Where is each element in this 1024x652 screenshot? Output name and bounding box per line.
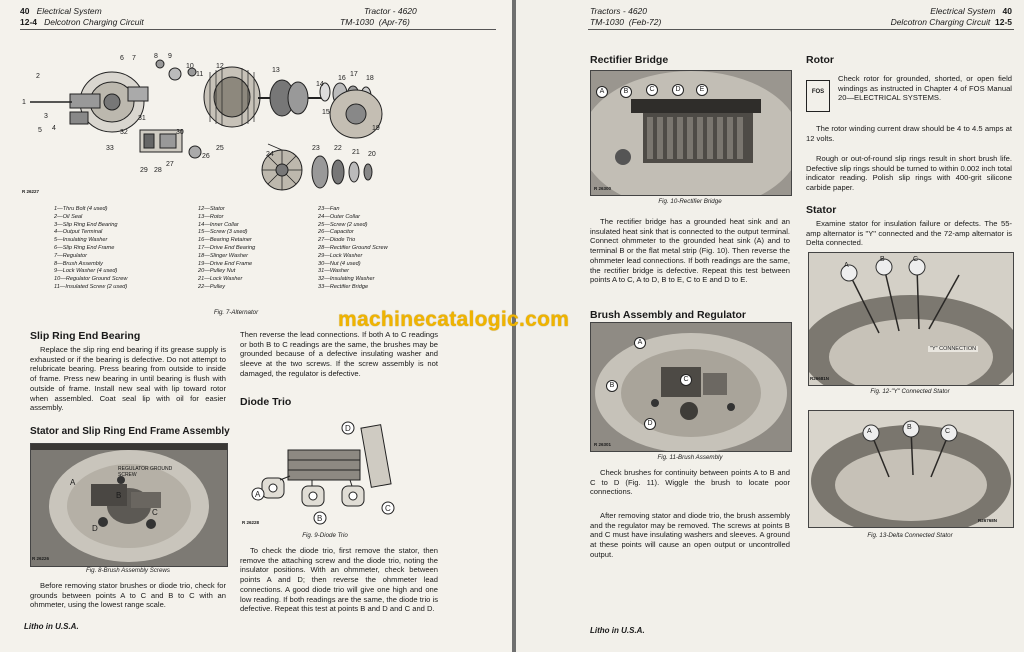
callout: 24 (266, 151, 274, 158)
fig8-label: REGULATOR GROUND SCREW (118, 466, 173, 478)
fig13-callout-c: C (945, 428, 951, 435)
legend-item: 3—Slip Ring End Bearing (54, 221, 118, 228)
brush-assembly-regulator-photo (591, 323, 791, 451)
stator-frame-heading: Stator and Slip Ring End Frame Assembly (30, 426, 230, 437)
legend-item: 33—Rectifier Bridge (318, 283, 369, 290)
fig12-callout-c: C (913, 256, 919, 263)
reverse-leads-text: Then reverse the lead connections. If both A to C readings or both B to C readings are the same, the brushes may be grounded because of a defective insulating washer and sleeve at the two screws. If the screw assembly is not damaged, the regulator is defective. (240, 330, 438, 378)
fig9-image-tag: R 26228 (242, 520, 260, 525)
left-header-manual: TM-1030 (Apr-76) (340, 17, 410, 27)
legend-item: 4—Output Terminal (54, 229, 103, 236)
callout: 28 (154, 167, 162, 174)
rectifier-text: The rectifier bridge has a grounded heat sink and an insulated heat sink that is connected to the output terminal. Connect ohmmeter to the grounded heat sink (A) and to terminal B or the flat metal strip (Fig. 10). Then reverse the ohmmeter lead connections. If both readings are the same, the rectifier bridge is defective. Repeat this test between points A to C, A to D, B to E, C to E and D to E. (590, 217, 790, 285)
fos-icon-label: FOS (811, 89, 825, 95)
fig13-image-tag: R26768N (978, 518, 998, 523)
right-header-date: (Feb-72) (628, 17, 662, 27)
right-header-page: Delcotron Charging Circuit 12-5 (890, 17, 1012, 27)
right-header-manual: TM-1030 (Feb-72) (590, 17, 662, 27)
legend-item: 8—Brush Assembly (54, 260, 103, 267)
callout: 29 (140, 167, 148, 174)
fig10-callout-b: B (620, 86, 632, 98)
callout: 12 (216, 63, 224, 70)
before-removing-text: Before removing stator brushes or diode trio, check for grounds between points A to C and B to C with an ohmmeter, using the lowest range scale. (30, 581, 226, 610)
callout: 5 (38, 127, 42, 134)
legend-item: 30—Nut (4 used) (318, 260, 361, 267)
rectifier-heading: Rectifier Bridge (590, 54, 669, 66)
right-header-section: Electrical System 40 (930, 6, 1012, 16)
legend-item: 2—Oil Seal (54, 213, 83, 220)
legend-item: 32—Insulating Washer (318, 276, 375, 283)
fig8-callout-c: C (152, 508, 158, 517)
legend-item: 17—Drive End Bearing (198, 244, 256, 251)
callout: 10 (186, 63, 194, 70)
callout: 16 (338, 75, 346, 82)
fig11-image-tag: R 26301 (594, 442, 612, 447)
fig10-caption: Fig. 10-Rectifier Bridge (658, 198, 722, 205)
fig7-legend-col2 (198, 206, 255, 292)
brush-assembly-photo (31, 444, 227, 566)
diode-trio-diagram (240, 416, 410, 528)
fig10-callout-a: A (596, 86, 608, 98)
callout: 18 (366, 75, 374, 82)
diode-trio-text: To check the diode trio, first remove the stator, then remove the attaching screw and the diode trio, noting the insulator positions. With an ohmmeter, check between points A and D; then reverse the ohmmeter lead connections. A good diode trio will give one high and one low reading. If both readings are the same, the diode trio is defective. Repeat this test at points B and D and C and D. (240, 546, 438, 614)
callout: 11 (196, 71, 204, 78)
callout: 3 (44, 113, 48, 120)
brush-text-1: Check brushes for continuity between points A to B and C to D (Fig. 11). Wiggle the brush to locate poor connections. (590, 468, 790, 497)
brush-heading: Brush Assembly and Regulator (590, 309, 746, 321)
legend-item: 19—Drive End Frame (198, 260, 253, 267)
watermark-text: machinecatalogic.com (338, 308, 570, 331)
right-header-model: Tractors - 4620 (590, 6, 648, 16)
callout: 25 (216, 145, 224, 152)
right-page (516, 0, 1024, 652)
fig12-image-tag: R26681N (810, 376, 830, 381)
callout: 26 (202, 153, 210, 160)
fig10-image-tag: R 26300 (594, 186, 612, 191)
right-footer: Litho in U.S.A. (590, 626, 645, 635)
stator-text: Examine stator for insulation failure or defects. The 55-amp alternator is "Y" connected and the 72-amp alternator is Delta connected. (806, 219, 1012, 248)
slip-ring-text: Replace the slip ring end bearing if its grease supply is exhausted or if the bearing is defective. Do not attempt to relubricate bearing. Press bearing from outside to inside of frame. Press new bearing in until bearing is flush with outside of frame. Install new seal with lip toward rotor when assembled. Coat seal lip with oil for easier assembly. (30, 345, 226, 413)
callout: B (317, 514, 323, 523)
callout: 20 (368, 151, 376, 158)
callout: 9 (168, 53, 172, 60)
fig11-caption: Fig. 11-Brush Assembly (657, 454, 723, 461)
legend-item: 24—Outer Collar (318, 213, 360, 220)
fig7-caption: Fig. 7-Alternator (213, 309, 259, 316)
y-connected-stator-photo (809, 253, 1013, 385)
callout: 6 (120, 55, 124, 62)
callout: A (255, 490, 261, 499)
fig7-legend-col1 (54, 206, 127, 292)
legend-item: 29—Lock Washer (318, 252, 363, 259)
fig11-callout-a: A (634, 337, 646, 349)
legend-item: 15—Screw (3 used) (198, 229, 248, 236)
brush-text-2: After removing stator and diode trio, the brush assembly and the regulator may be removed. The screws at points B and C must have insulating washers and sleeves. A ground at these points will cause an open output or uncontrolled output. (590, 511, 790, 559)
legend-item: 26—Capacitor (318, 229, 354, 236)
rotor-text-2: The rotor winding current draw should be 4 to 4.5 amps at 12 volts. (806, 124, 1012, 143)
legend-item: 25—Screw (2 used) (318, 221, 368, 228)
legend-item: 11—Insulated Screw (2 used) (54, 283, 128, 290)
callout: 13 (272, 67, 280, 74)
callout: 21 (352, 149, 360, 156)
legend-item: 12—Stator (198, 206, 225, 212)
legend-item: 28—Rectifier Ground Screw (318, 244, 388, 251)
legend-item: 21—Lock Washer (198, 276, 243, 283)
legend-item: 9—Lock Washer (4 used) (54, 268, 118, 275)
callout: 8 (154, 53, 158, 60)
fig10-callout-c: C (646, 84, 658, 96)
fig10-callout-e: E (696, 84, 708, 96)
fig11-callout-b: B (606, 380, 618, 392)
callout: 2 (36, 73, 40, 80)
callout: 1 (22, 99, 26, 106)
legend-item: 13—Rotor (198, 213, 224, 220)
legend-item: 10—Regulator Ground Screw (54, 276, 128, 283)
rotor-text-3: Rough or out-of-round slip rings result in short brush life. Defective slip rings should be turned to within 0.002 inch total indicator reading. Polish slip rings with 400-grit silicone carbide paper. (806, 154, 1012, 193)
rotor-text-1: Check rotor for grounded, shorted, or open field windings as instructed in Chapter 4 of FOS Manual 20—ELECTRICAL SYSTEMS. (838, 74, 1012, 103)
callout: 33 (106, 145, 114, 152)
legend-item: 31—Washer (318, 268, 349, 275)
left-footer: Litho in U.S.A. (24, 622, 79, 631)
callout: 22 (334, 145, 342, 152)
legend-item: 16—Bearing Retainer (198, 237, 252, 244)
fig11-callout-d: D (644, 418, 656, 430)
callout: C (385, 504, 391, 513)
callout: 14 (316, 81, 324, 88)
legend-item: 1—Thru Bolt (4 used) (54, 206, 108, 212)
legend-item: 6—Slip Ring End Frame (54, 244, 115, 251)
legend-item: 7—Regulator (54, 252, 87, 259)
left-header-section: 40 Electrical System (20, 6, 102, 16)
callout: D (345, 424, 351, 433)
left-header-date: (Apr-76) (378, 17, 410, 27)
fig8-image-tag: R 26226 (32, 556, 50, 561)
fig12-callout-b: B (880, 256, 885, 263)
fig8-caption: Fig. 8-Brush Assembly Screws (85, 567, 170, 574)
left-header-page: 12-4 Delcotron Charging Circuit (20, 17, 144, 27)
left-header-rule (20, 29, 496, 30)
fig11-callout-c: C (680, 374, 692, 386)
callout: 7 (132, 55, 136, 62)
left-header-model: Tractor - 4620 (364, 6, 417, 16)
fig13-callout-a: A (867, 428, 872, 435)
fig8-photo (30, 443, 228, 567)
callout: 27 (166, 161, 174, 168)
fig12-photo (808, 252, 1014, 386)
fig13-callout-b: B (907, 424, 912, 431)
callout: 17 (350, 71, 358, 78)
callout: 30 (176, 129, 184, 136)
rotor-heading: Rotor (806, 54, 834, 66)
fig7-legend-col3 (318, 206, 388, 292)
diode-trio-heading: Diode Trio (240, 396, 292, 408)
callout: 15 (322, 109, 330, 116)
callout: 4 (52, 125, 56, 132)
legend-item: 23—Fan (318, 206, 340, 212)
legend-item: 18—Slinger Washer (198, 252, 248, 259)
right-header-rule (588, 29, 1014, 30)
fig12-caption: Fig. 12-"Y" Connected Stator (870, 388, 950, 395)
alternator-exploded-diagram (20, 52, 400, 202)
fig9-caption: Fig. 9-Diode Trio (302, 532, 348, 539)
legend-item: 14—Inner Collar (198, 221, 239, 228)
left-header-section-title: Electrical System (36, 6, 102, 16)
fig13-caption: Fig. 13-Delta Connected Stator (867, 532, 953, 539)
fig7-image-tag: R 26227 (22, 189, 40, 194)
fig10-callout-d: D (672, 84, 684, 96)
callout: 23 (312, 145, 320, 152)
callout: 19 (372, 125, 380, 132)
fig12-callout-a: A (844, 262, 849, 269)
fos-manual-icon (806, 80, 830, 112)
fig8-callout-b: B (116, 491, 122, 500)
left-header-page-title: Delcotron Charging Circuit (44, 17, 144, 27)
fig11-photo (590, 322, 792, 452)
callout: 31 (138, 115, 146, 122)
legend-item: 27—Diode Trio (318, 237, 356, 244)
callout: 32 (120, 129, 128, 136)
legend-item: 22—Pulley (198, 283, 226, 290)
slip-ring-heading: Slip Ring End Bearing (30, 330, 141, 342)
fig8-callout-a: A (70, 478, 76, 487)
fig8-callout-d: D (92, 524, 98, 533)
fig12-label: "Y" CONNECTION (930, 346, 977, 352)
legend-item: 20—Pulley Nut (198, 268, 236, 275)
legend-item: 5—Insulating Washer (54, 237, 108, 244)
stator-heading: Stator (806, 204, 837, 216)
